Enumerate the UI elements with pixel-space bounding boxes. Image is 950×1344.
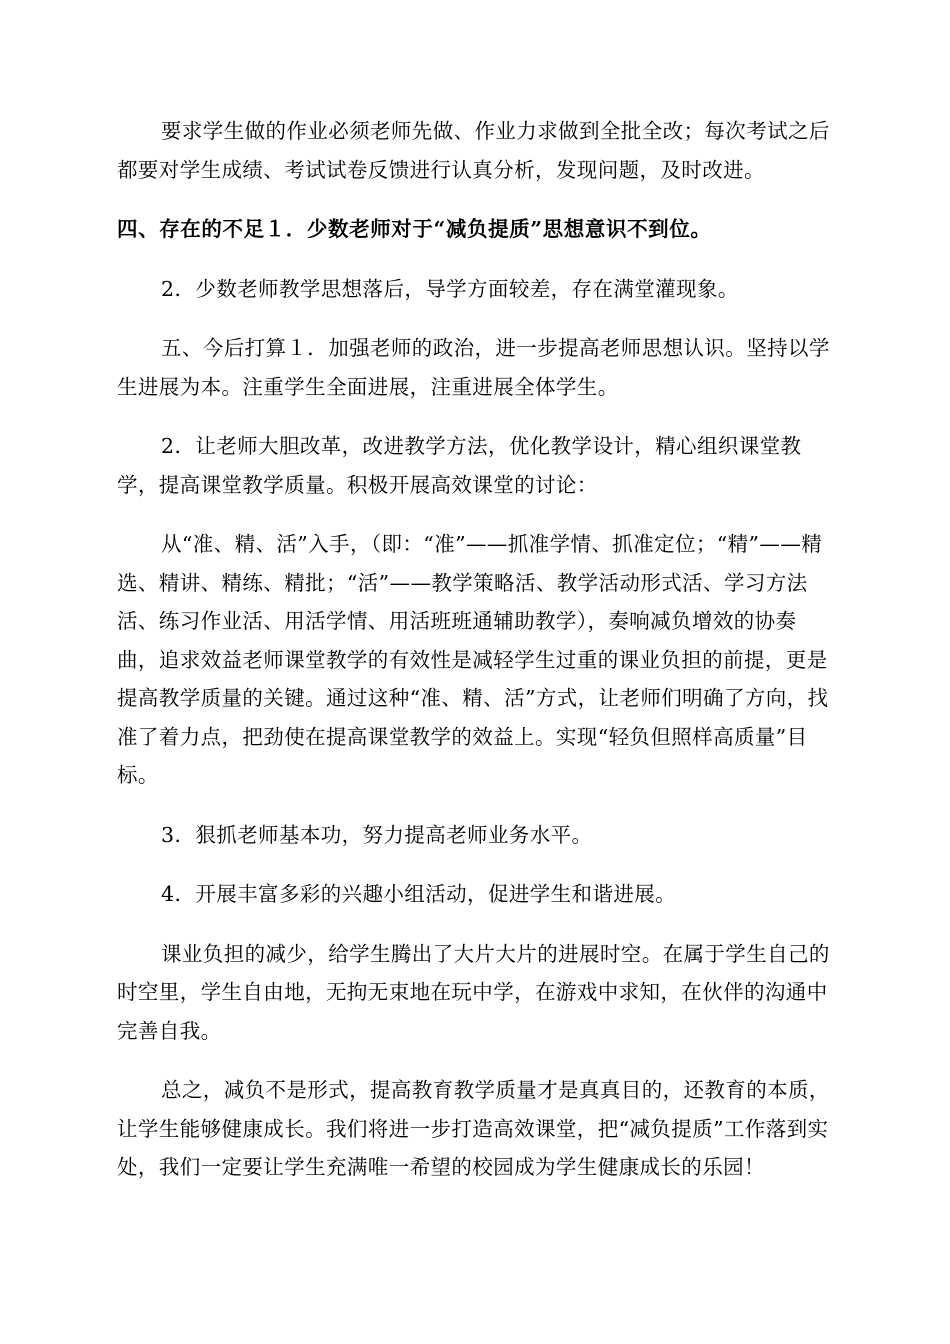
section-heading-shortcomings: 四、存在的不足１．少数老师对于“减负提质”思想意识不到位。 [117, 217, 712, 241]
paragraph-homework-requirements: 要求学生做的作业必须老师先做、作业力求做到全批全改；每次考试之后都要对学生成绩、考试试卷反馈进行认真分析，发现问题，及时改进。 [117, 119, 830, 182]
paragraph-conclusion: 总之，减负不是形式，提高教育教学质量才是真真目的，还教育的本质，让学生能够健康成长。我们将进一步打造高效课堂，把“减负提质”工作落到实处，我们一定要让学生充满唯一希望的校园成为学生健康成长的乐园！ [117, 1078, 830, 1179]
paragraph-reduced-burden: 课业负担的减少，给学生腾出了大片大片的进展时空。在属于学生自己的时空里，学生自由地，无拘无束地在玩中学，在游戏中求知，在伙伴的沟通中完善自我。 [117, 941, 830, 1043]
paragraph-future-plans-1: 五、今后打算１．加强老师的政治，进一步提高老师思想认识。坚持以学生进展为本。注重学生全面进展，注重进展全体学生。 [117, 336, 830, 399]
document-body [117, 112, 835, 1187]
paragraph-future-plans-3: 3．狠抓老师基本功，努力提高老师业务水平。 [161, 822, 593, 847]
paragraph-precise-refined-active: 从“准、精、活”入手，（即：“准”——抓准学情、抓准定位；“精”——精选、精讲、精练、精批；“活”——教学策略活、教学活动形式活、学习方法活、练习作业活、用活学情、用活班班通辅助教学），奏响减负增效的协奏曲，追求效益老师课堂教学的有效性是减轻学生过重的课业负担的前提，更是提高教学质量的关键。通过这种“准、精、活”方式，让老师们明确了方向，找准了着力点，把劲使在提高课堂教学的效益上。实现“轻负但照样高质量”目标。 [117, 532, 829, 787]
paragraph-shortcoming-2: 2．少数老师教学思想落后，导学方面较差，存在满堂灌现象。 [161, 276, 739, 301]
paragraph-future-plans-2: 2．让老师大胆改革，改进教学方法，优化教学设计，精心组织课堂教学，提高课堂教学质量。积极开展高效课堂的讨论： [117, 434, 802, 497]
paragraph-future-plans-4: 4．开展丰富多彩的兴趣小组活动，促进学生和谐进展。 [161, 882, 677, 906]
